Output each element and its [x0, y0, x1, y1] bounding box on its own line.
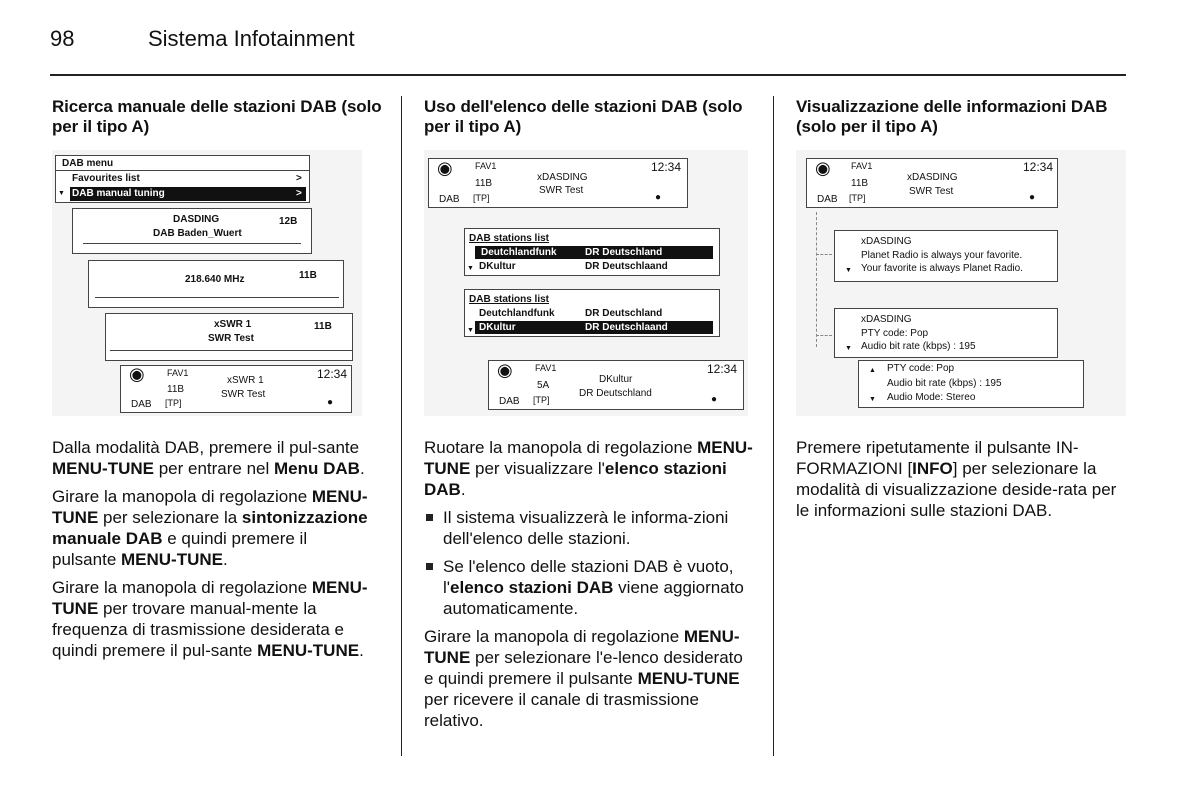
menu-item-manual-tuning-selected: DAB manual tuning >	[70, 187, 306, 201]
section-heading: Uso dell'elenco delle stazioni DAB (solo per il tipo A)	[424, 97, 743, 136]
column2-body	[424, 437, 756, 738]
paragraph: Girare la manopola di regolazione MENU-TUNE per selezionare la sintonizzazione manuale DAB e quindi premere il pulsante MENU-TUNE.	[52, 487, 368, 569]
screen-info-pty: xDASDING PTY code: Pop ▼ Audio bit rate (kbps) : 195	[834, 308, 1058, 358]
column3-body	[796, 437, 1130, 528]
screen-station-swr: xSWR 1 11B SWR Test	[105, 313, 353, 361]
scroll-down-icon: ▼	[58, 190, 65, 197]
menu-item-favourites: Favourites list	[72, 173, 140, 184]
connector-line	[816, 212, 817, 347]
section-heading: Ricerca manuale delle stazioni DAB (solo per il tipo A)	[52, 97, 382, 136]
figure-dab-stations-list	[424, 150, 748, 416]
radio-signal-icon: ◉	[437, 158, 453, 178]
knob-icon: ●	[1029, 192, 1036, 203]
scroll-down-icon: ▼	[845, 267, 852, 274]
chevron-right-icon: >	[296, 173, 302, 184]
list-item-selected: Deutchlandfunk DR Deutschland	[475, 246, 713, 259]
paragraph: Premere ripetutamente il pulsante IN-FORMAZIONI [INFO] per selezionare la modalità di visualizzazione deside-rata per le informazioni sulle stazioni DAB.	[796, 438, 1117, 520]
scroll-down-icon: ▼	[845, 345, 852, 352]
connector-line	[816, 335, 832, 336]
menu-title: DAB menu	[62, 158, 114, 169]
section-heading: Visualizzazione delle informazioni DAB (solo per il tipo A)	[796, 97, 1108, 136]
header-rule	[50, 74, 1126, 76]
paragraph: Dalla modalità DAB, premere il pul-sante MENU-TUNE per entrare nel Menu DAB.	[52, 438, 365, 478]
screen-now-playing: ◉ DAB FAV1 11B [TP] xSWR 1 SWR Test 12:34 ●	[120, 365, 352, 413]
radio-signal-icon: ◉	[129, 364, 145, 384]
screen-frequency: 218.640 MHz 11B	[88, 260, 344, 308]
paragraph: Girare la manopola di regolazione MENU-TUNE per trovare manual-mente la frequenza di trasmissione desiderata e quindi premere il pul-sante MENU-TUNE.	[52, 578, 368, 660]
screen-now-playing: ◉ DAB FAV1 11B [TP] xDASDING SWR Test 12:34 ●	[806, 158, 1058, 208]
screen-now-playing: ◉ DAB FAV1 11B [TP] xDASDING SWR Test 12:34 ●	[428, 158, 688, 208]
bullet-item: Se l'elenco delle stazioni DAB è vuoto, l'elenco stazioni DAB viene aggiornato automaticamente.	[424, 556, 756, 619]
paragraph: Girare la manopola di regolazione MENU-TUNE per selezionare l'e-lenco desiderato e quindi premere il pulsante MENU-TUNE per ricevere il canale di trasmissione relativo.	[424, 627, 743, 730]
screen-dab-menu	[55, 155, 310, 203]
paragraph: Ruotare la manopola di regolazione MENU-TUNE per visualizzare l'elenco stazioni DAB.	[424, 438, 753, 499]
page-title: Sistema Infotainment	[148, 26, 355, 51]
figure-dab-manual-tuning	[52, 150, 362, 416]
figure-dab-info	[796, 150, 1126, 416]
scroll-up-icon: ▲	[869, 367, 876, 374]
divider	[56, 170, 309, 171]
knob-icon: ●	[327, 397, 334, 408]
scroll-down-icon: ▼	[467, 327, 474, 334]
scroll-down-icon: ▼	[869, 396, 876, 403]
screen-station-dasding: DASDING 12B DAB Baden_Wuert	[72, 208, 312, 254]
page-number: 98	[50, 26, 75, 51]
bullet-icon	[426, 563, 433, 570]
knob-icon: ●	[711, 394, 718, 405]
chevron-right-icon: >	[296, 188, 302, 199]
bullet-icon	[426, 514, 433, 521]
connector-line	[816, 254, 832, 255]
column1-body	[52, 437, 372, 668]
column-divider	[401, 96, 402, 756]
screen-stations-list: DAB stations list Deutchlandfunk DR Deutschland ▼ DKultur DR Deutschlaand	[464, 289, 720, 337]
bullet-item: Il sistema visualizzerà le informa-zioni dell'elenco delle stazioni.	[424, 507, 756, 549]
screen-info-audio: ▲ PTY code: Pop Audio bit rate (kbps) : 195 ▼ Audio Mode: Stereo	[858, 360, 1084, 408]
radio-signal-icon: ◉	[815, 158, 831, 178]
scroll-down-icon: ▼	[467, 265, 474, 272]
screen-info-text: xDASDING Planet Radio is always your favorite. ▼ Your favorite is always Planet Radio.	[834, 230, 1058, 282]
screen-stations-list: DAB stations list Deutchlandfunk DR Deutschland ▼ DKultur DR Deutschlaand	[464, 228, 720, 276]
page-header	[50, 26, 1130, 56]
screen-now-playing: ◉ DAB FAV1 5A [TP] DKultur DR Deutschland 12:34 ●	[488, 360, 744, 410]
column-divider	[773, 96, 774, 756]
knob-icon: ●	[655, 192, 662, 203]
radio-signal-icon: ◉	[497, 360, 513, 380]
list-item-selected: DKultur DR Deutschlaand	[475, 321, 713, 334]
